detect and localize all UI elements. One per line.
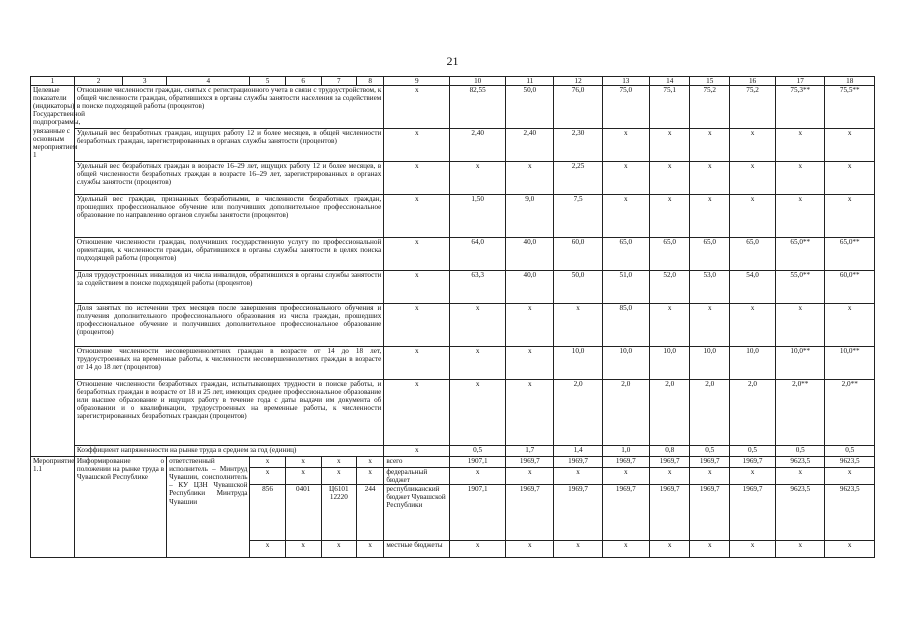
column-number-18: 18 — [825, 77, 875, 86]
funding-value: x — [450, 468, 506, 485]
indicator-value: 75,2 — [690, 86, 730, 129]
indicator-value: x — [690, 195, 730, 238]
indicator-row — [31, 162, 875, 195]
funding-value: x — [506, 468, 554, 485]
indicator-value: x — [506, 380, 554, 446]
funding-value: 1969,7 — [602, 457, 649, 468]
indicator-value: 60,0** — [825, 271, 875, 304]
program-table — [30, 76, 875, 558]
funding-value: 9623,5 — [776, 485, 825, 541]
funding-value: 1907,1 — [450, 485, 506, 541]
indicator-value: 65,0 — [649, 238, 690, 271]
budget-code-grbs: x — [250, 541, 285, 558]
indicator-value: x — [450, 380, 506, 446]
funding-value: 1969,7 — [506, 485, 554, 541]
column-number-2: 2 — [74, 77, 122, 86]
indicator-value: 65,0 — [729, 238, 775, 271]
funding-value: 9623,5 — [776, 457, 825, 468]
page-number: 21 — [446, 54, 459, 68]
funding-source: всего — [384, 457, 450, 468]
indicator-value: x — [450, 162, 506, 195]
indicator-col9: x — [384, 162, 450, 195]
indicator-value: 65,0** — [825, 238, 875, 271]
indicator-value: 63,3 — [450, 271, 506, 304]
funding-value: 9623,5 — [825, 485, 875, 541]
indicator-col9: x — [384, 238, 450, 271]
indicator-value: 0,5 — [729, 446, 775, 457]
indicator-value: x — [649, 162, 690, 195]
column-number-3: 3 — [123, 77, 167, 86]
funding-value: x — [602, 541, 649, 558]
indicator-value: x — [729, 304, 775, 347]
indicator-value: 2,0 — [649, 380, 690, 446]
indicator-value: 75,5** — [825, 86, 875, 129]
indicator-value: 0,5 — [825, 446, 875, 457]
indicator-value: x — [825, 162, 875, 195]
measure-executor: ответственный исполнитель – Минтруд Чувашии, соисполнитель – КУ ЦЗН Чувашской Республики Минтруда Чувашии — [167, 457, 250, 558]
indicator-row — [31, 446, 875, 457]
indicator-value: x — [602, 162, 649, 195]
indicator-value: 7,5 — [554, 195, 602, 238]
indicator-value: 65,0 — [602, 238, 649, 271]
indicator-value: 75,0 — [602, 86, 649, 129]
budget-code-type: 244 — [356, 485, 383, 541]
indicator-value: x — [602, 195, 649, 238]
indicator-value: x — [776, 129, 825, 162]
funding-value: 1969,7 — [554, 457, 602, 468]
measure-name: Информирование о положении на рынке труда в Чувашской Республике — [74, 457, 166, 558]
funding-value: x — [729, 468, 775, 485]
indicator-value: x — [776, 304, 825, 347]
funding-value: 1969,7 — [649, 485, 690, 541]
column-number-15: 15 — [690, 77, 730, 86]
indicator-value: 1,0 — [602, 446, 649, 457]
funding-source: местные бюджеты — [384, 541, 450, 558]
indicator-value: 50,0 — [554, 271, 602, 304]
indicator-value: 2,25 — [554, 162, 602, 195]
indicator-value: 82,55 — [450, 86, 506, 129]
column-number-5: 5 — [250, 77, 285, 86]
indicator-value: x — [506, 162, 554, 195]
indicator-value: 65,0 — [690, 238, 730, 271]
indicator-col9: x — [384, 271, 450, 304]
indicator-value: x — [825, 129, 875, 162]
budget-code-target: x — [321, 468, 356, 485]
indicator-value: 2,0** — [825, 380, 875, 446]
indicator-value: 76,0 — [554, 86, 602, 129]
indicator-value: 10,0 — [602, 347, 649, 380]
budget-code-section: x — [285, 457, 321, 468]
indicator-value: x — [729, 129, 775, 162]
column-number-4: 4 — [167, 77, 250, 86]
indicator-value: 1,7 — [506, 446, 554, 457]
indicator-value: x — [825, 195, 875, 238]
indicator-col9: x — [384, 380, 450, 446]
indicator-value: x — [690, 129, 730, 162]
column-number-14: 14 — [649, 77, 690, 86]
indicator-value: 2,0 — [729, 380, 775, 446]
indicator-value: 0,5 — [690, 446, 730, 457]
funding-value: 1969,7 — [649, 457, 690, 468]
indicator-value: 0,5 — [776, 446, 825, 457]
measure-label: Мероприятие 1.1 — [31, 457, 75, 558]
indicator-value: 64,0 — [450, 238, 506, 271]
column-number-16: 16 — [729, 77, 775, 86]
indicator-col9: x — [384, 446, 450, 457]
indicator-name: Отношение численности несовершеннолетних граждан в возрасте от 14 до 18 лет, трудоустроенных на временные работы, к численности несовершеннолетних граждан в возрасте от 14 до 18 лет (процентов) — [74, 347, 383, 380]
indicator-value: 2,0 — [690, 380, 730, 446]
indicator-name: Отношение численности граждан, снятых с регистрационного учета в связи с трудоустройством, к общей численности граждан, обратившихся в органы службы занятости населения за содействием в поиске подходящей работы (процентов) — [74, 86, 383, 129]
column-number-8: 8 — [356, 77, 383, 86]
indicator-name: Отношение численности граждан, получивших государственную услугу по профессиональной ориентации, к численности граждан, обратившихся в органы службы занятости в целях поиска подходящей работы (процентов) — [74, 238, 383, 271]
budget-code-type: x — [356, 468, 383, 485]
indicator-value: 2,30 — [554, 129, 602, 162]
indicator-row — [31, 271, 875, 304]
indicator-value: 10,0 — [649, 347, 690, 380]
indicator-col9: x — [384, 129, 450, 162]
indicator-col9: x — [384, 347, 450, 380]
funding-value: x — [776, 541, 825, 558]
funding-value: x — [825, 468, 875, 485]
indicator-row — [31, 238, 875, 271]
funding-value: 1969,7 — [554, 485, 602, 541]
indicator-value: 52,0 — [649, 271, 690, 304]
indicator-value: 2,0 — [602, 380, 649, 446]
indicator-value: 75,1 — [649, 86, 690, 129]
funding-value: x — [554, 541, 602, 558]
indicator-value: x — [649, 195, 690, 238]
column-number-7: 7 — [321, 77, 356, 86]
budget-code-grbs: x — [250, 468, 285, 485]
indicator-value: 55,0** — [776, 271, 825, 304]
indicator-value: x — [690, 162, 730, 195]
indicator-value: 10,0 — [554, 347, 602, 380]
indicator-value: x — [776, 195, 825, 238]
funding-value: x — [450, 541, 506, 558]
indicator-row — [31, 347, 875, 380]
column-number-6: 6 — [285, 77, 321, 86]
funding-source: федеральный бюджет — [384, 468, 450, 485]
indicator-value: x — [825, 304, 875, 347]
funding-value: x — [602, 468, 649, 485]
indicator-value: 60,0 — [554, 238, 602, 271]
target-indicators-label: Целевые показатели (индикаторы) Государственной подпрограммы, увязанные с основным мероприятием 1 — [31, 86, 75, 457]
budget-code-section: x — [285, 468, 321, 485]
indicator-value: 10,0 — [690, 347, 730, 380]
header-row — [31, 77, 875, 86]
indicator-row — [31, 380, 875, 446]
table-body — [31, 77, 875, 558]
funding-value: x — [649, 541, 690, 558]
funding-value: 9623,5 — [825, 457, 875, 468]
indicator-row — [31, 195, 875, 238]
indicator-col9: x — [384, 195, 450, 238]
budget-code-section: x — [285, 541, 321, 558]
indicator-value: x — [649, 304, 690, 347]
funding-value: 1969,7 — [729, 457, 775, 468]
indicator-value: x — [554, 304, 602, 347]
funding-value: 1969,7 — [690, 457, 730, 468]
measure-row — [31, 457, 875, 468]
funding-value: 1969,7 — [602, 485, 649, 541]
indicator-value: x — [649, 129, 690, 162]
budget-code-target: x — [321, 457, 356, 468]
indicator-row — [31, 86, 875, 129]
indicator-name: Отношение численности безработных граждан, испытывающих трудности в поиске работы, и безработных граждан в возрасте от 18 и 25 лет, имеющих среднее профессиональное образование или высшее образование и ищущих работу в течение года с даты выдачи им документа об образовании и о квалификации, трудоустроенных на временные работы, к численности зарегистрированных безработных граждан (процентов) — [74, 380, 383, 446]
indicator-value: x — [450, 304, 506, 347]
column-number-1: 1 — [31, 77, 75, 86]
indicator-value: x — [506, 347, 554, 380]
indicator-value: 40,0 — [506, 238, 554, 271]
column-number-9: 9 — [384, 77, 450, 86]
funding-value: 1969,7 — [506, 457, 554, 468]
funding-source: республиканский бюджет Чувашской Республики — [384, 485, 450, 541]
indicator-name: Удельный вес безработных граждан, ищущих работу 12 и более месяцев, в общей численности безработных граждан, зарегистрированных в органах службы занятости (процентов) — [74, 129, 383, 162]
indicator-value: 0,5 — [450, 446, 506, 457]
indicator-value: 2,0** — [776, 380, 825, 446]
funding-value: x — [649, 468, 690, 485]
funding-value: 1907,1 — [450, 457, 506, 468]
budget-code-grbs: x — [250, 457, 285, 468]
indicator-value: x — [776, 162, 825, 195]
indicator-value: 1,50 — [450, 195, 506, 238]
indicator-value: 2,0 — [554, 380, 602, 446]
indicator-value: 2,40 — [450, 129, 506, 162]
indicator-value: 40,0 — [506, 271, 554, 304]
funding-value: x — [506, 541, 554, 558]
indicator-name: Доля занятых по истечении трех месяцев после завершения профессионального обучения и получения дополнительного профессионального образования из числа граждан, прошедших профессиональное обучение и получивших дополнительное профессиональное образование (процентов) — [74, 304, 383, 347]
indicator-value: x — [729, 162, 775, 195]
column-number-17: 17 — [776, 77, 825, 86]
funding-value: x — [554, 468, 602, 485]
indicator-name: Удельный вес граждан, признанных безработными, в численности безработных граждан, прошедших профессиональное обучение или получивших дополнительное профессиональное образование по направлению органов службы занятости (процентов) — [74, 195, 383, 238]
indicator-value: 65,0** — [776, 238, 825, 271]
funding-value: x — [690, 468, 730, 485]
indicator-value: 53,0 — [690, 271, 730, 304]
indicator-value: x — [450, 347, 506, 380]
budget-code-section: 0401 — [285, 485, 321, 541]
indicator-value: 2,40 — [506, 129, 554, 162]
indicator-name: Доля трудоустроенных инвалидов из числа инвалидов, обратившихся в органы службы занятости за содействием в поиске подходящей работы (процентов) — [74, 271, 383, 304]
funding-value: x — [690, 541, 730, 558]
budget-code-target: x — [321, 541, 356, 558]
indicator-value: x — [506, 304, 554, 347]
indicator-value: 75,2 — [729, 86, 775, 129]
column-number-10: 10 — [450, 77, 506, 86]
funding-value: 1969,7 — [729, 485, 775, 541]
funding-value: x — [776, 468, 825, 485]
indicator-value: x — [602, 129, 649, 162]
indicator-row — [31, 304, 875, 347]
budget-code-target: Ц6101 12220 — [321, 485, 356, 541]
indicator-value: 10,0** — [776, 347, 825, 380]
indicator-value: 10,0 — [729, 347, 775, 380]
indicator-value: 50,0 — [506, 86, 554, 129]
budget-code-grbs: 856 — [250, 485, 285, 541]
indicator-name: Коэффициент напряженности на рынке труда в среднем за год (единиц) — [74, 446, 383, 457]
indicator-row — [31, 129, 875, 162]
indicator-name: Удельный вес безработных граждан в возрасте 16–29 лет, ищущих работу 12 и более месяцев, в общей численности безработных граждан в возрасте 16–29 лет, зарегистрированных в органах службы занятости (процентов) — [74, 162, 383, 195]
funding-value: x — [729, 541, 775, 558]
indicator-value: x — [729, 195, 775, 238]
indicator-value: 51,0 — [602, 271, 649, 304]
indicator-col9: x — [384, 86, 450, 129]
indicator-value: 9,0 — [506, 195, 554, 238]
column-number-11: 11 — [506, 77, 554, 86]
indicator-col9: x — [384, 304, 450, 347]
funding-value: x — [825, 541, 875, 558]
indicator-value: 85,0 — [602, 304, 649, 347]
column-number-12: 12 — [554, 77, 602, 86]
budget-code-type: x — [356, 457, 383, 468]
indicator-value: 1,4 — [554, 446, 602, 457]
indicator-value: 75,3** — [776, 86, 825, 129]
budget-code-type: x — [356, 541, 383, 558]
indicator-value: x — [690, 304, 730, 347]
indicator-value: 10,0** — [825, 347, 875, 380]
indicator-value: 0,8 — [649, 446, 690, 457]
funding-value: 1969,7 — [690, 485, 730, 541]
column-number-13: 13 — [602, 77, 649, 86]
indicator-value: 54,0 — [729, 271, 775, 304]
